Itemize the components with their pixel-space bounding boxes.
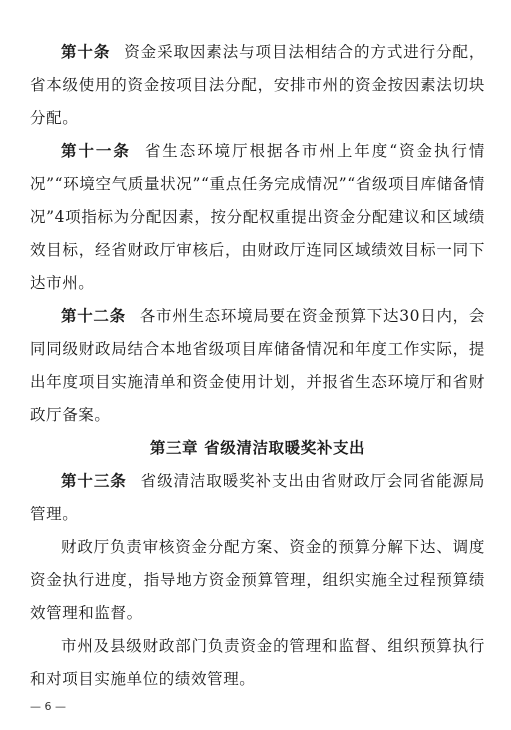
article-label: 第十三条 bbox=[61, 472, 127, 490]
chapter-heading: 第三章 省级清洁取暖奖补支出 bbox=[149, 439, 366, 457]
article-label: 第十二条 bbox=[61, 307, 126, 325]
article-12 bbox=[30, 300, 485, 432]
paragraph-finance-dept: 财政厅负责审核资金分配方案、资金的预算分解下达、调度资金执行进度，指导地方资金预算管理，组织实施全过程预算绩效管理和监督。 bbox=[30, 538, 485, 622]
article-label: 第十条 bbox=[61, 43, 111, 61]
article-11 bbox=[30, 135, 485, 300]
article-10 bbox=[30, 36, 485, 135]
article-text: 资金采取因素法与项目法相结合的方式进行分配，省本级使用的资金按项目法分配，安排市州的资金按因素法切块分配。 bbox=[30, 43, 486, 127]
article-label: 第十一条 bbox=[61, 142, 131, 160]
article-text: 省生态环境厅根据各市州上年度“资金执行情况”“环境空气质量状况”“重点任务完成情况”“省级项目库储备情况”4项指标为分配因素，按分配权重提出资金分配建议和区域绩效目标，经省财政厅审核后，由财政厅连同区域绩效目标一同下达市州。 bbox=[30, 142, 485, 292]
article-13 bbox=[30, 465, 485, 531]
article-text: 各市州生态环境局要在资金预算下达30日内，会同同级财政局结合本地省级项目库储备情况和年度工作实际，提出年度项目实施清单和资金使用计划，并报省生态环境厅和省财政厅备案。 bbox=[30, 307, 485, 424]
article-text: 省级清洁取暖奖补支出由省财政厅会同省能源局管理。 bbox=[30, 472, 485, 523]
page-number: — 6 — bbox=[30, 700, 66, 713]
paragraph-local-finance: 市州及县级财政部门负责资金的管理和监督、组织预算执行和对项目实施单位的绩效管理。 bbox=[30, 637, 485, 688]
